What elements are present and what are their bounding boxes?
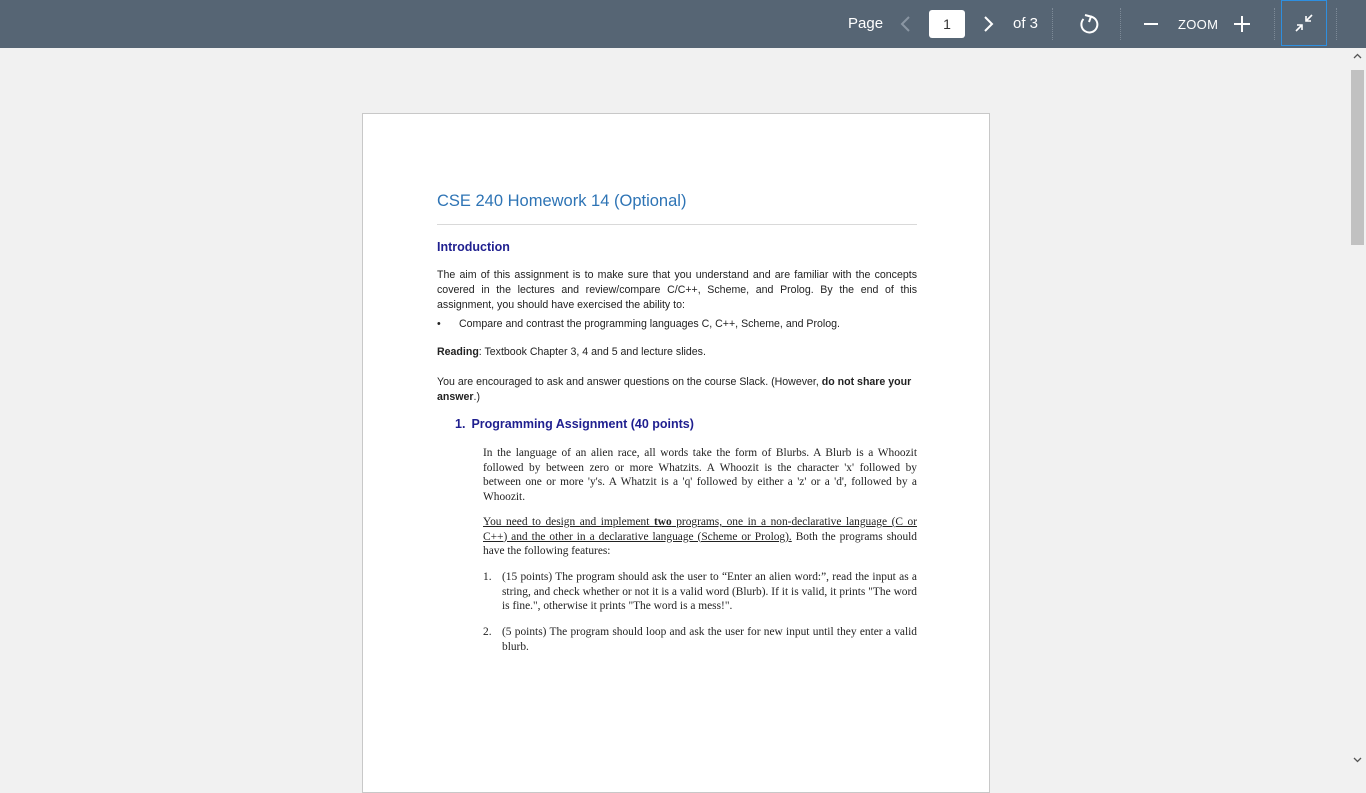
design-mid-text: programs, one in a non-declarative language (C or C++) and the other in a declarative language (Scheme or Prolog). xyxy=(483,516,918,543)
chevron-down-icon xyxy=(1349,751,1366,768)
list-item-text: (5 points) The program should loop and ask the user for new input until they enter a valid blurb. xyxy=(502,626,917,653)
rotate-button[interactable] xyxy=(1072,8,1104,40)
intro-paragraph: The aim of this assignment is to make sure that you understand and are familiar with the concepts covered in the lectures and review/compare C/C++, Scheme, and Prolog. By the end of this assignment, you should have exercised the ability to: xyxy=(437,269,917,311)
chevron-up-icon xyxy=(1349,48,1366,65)
zoom-label: ZOOM xyxy=(1178,17,1219,32)
page-count-label: of 3 xyxy=(1013,15,1039,32)
list-item-text: (15 points) The program should ask the user to “Enter an alien word:”, read the input as a string, and check whether or not it is a valid word (Blurb). If it is valid, it prints "The word is fine.", otherwise it prints "The word is a mess!". xyxy=(502,571,917,612)
chevron-left-icon xyxy=(889,8,921,40)
exit-fullscreen-button[interactable] xyxy=(1281,0,1327,46)
list-item-number: 1. xyxy=(483,571,492,583)
chevron-right-icon xyxy=(972,8,1004,40)
plus-icon xyxy=(1226,8,1258,40)
exit-fullscreen-icon xyxy=(1282,1,1326,45)
toolbar-divider xyxy=(1052,8,1053,40)
title-divider xyxy=(437,224,917,225)
document-title: CSE 240 Homework 14 (Optional) xyxy=(437,192,687,210)
section-title: Programming Assignment (40 points) xyxy=(471,417,694,431)
document-page xyxy=(362,113,990,793)
rotate-icon xyxy=(1072,8,1104,40)
scroll-down-button[interactable] xyxy=(1349,751,1366,768)
section-heading xyxy=(455,417,694,431)
scroll-up-button[interactable] xyxy=(1349,48,1366,65)
page-number-input[interactable] xyxy=(929,10,965,38)
bullet-text: Compare and contrast the programming languages C, C++, Scheme, and Prolog. xyxy=(459,318,840,330)
reading-text: : Textbook Chapter 3, 4 and 5 and lecture slides. xyxy=(478,346,706,358)
design-bold-text: two xyxy=(653,516,672,528)
design-paragraph xyxy=(483,515,917,559)
zoom-in-button[interactable] xyxy=(1226,8,1258,40)
toolbar-divider xyxy=(1336,8,1337,40)
pdf-toolbar xyxy=(0,0,1366,48)
toolbar-divider xyxy=(1120,8,1121,40)
reading-paragraph xyxy=(437,345,917,360)
intro-heading: Introduction xyxy=(437,240,510,254)
zoom-out-button[interactable] xyxy=(1135,8,1167,40)
blurb-paragraph: In the language of an alien race, all words take the form of Blurbs. A Blurb is a Whoozit followed by between zero or more Whatzits. A Whoozit is the character 'x' followed by between one or more 'y's. A Whatzit is a 'q' followed by either a 'z' or a 'd', followed by a Whoozit. xyxy=(483,447,917,503)
scroll-thumb[interactable] xyxy=(1351,70,1364,245)
next-page-button[interactable] xyxy=(972,8,1004,40)
design-pre-text: You need to design and implement xyxy=(483,516,654,528)
vertical-scrollbar[interactable] xyxy=(1349,48,1366,768)
reading-label: Reading xyxy=(437,346,479,358)
minus-icon xyxy=(1135,8,1167,40)
slack-paragraph xyxy=(437,375,917,405)
bullet-icon: • xyxy=(437,318,441,330)
list-item-number: 2. xyxy=(483,626,492,638)
prev-page-button[interactable] xyxy=(889,8,921,40)
slack-text: You are encouraged to ask and answer questions on the course Slack. (However, xyxy=(437,376,822,388)
design-end-text: Both the programs should have the following features: xyxy=(483,530,917,557)
section-number: 1. xyxy=(455,417,466,431)
toolbar-divider xyxy=(1274,8,1275,40)
slack-end-text: .) xyxy=(473,391,480,403)
page-label: Page xyxy=(848,15,884,32)
slack-bold-text: do not share your answer xyxy=(437,376,912,403)
